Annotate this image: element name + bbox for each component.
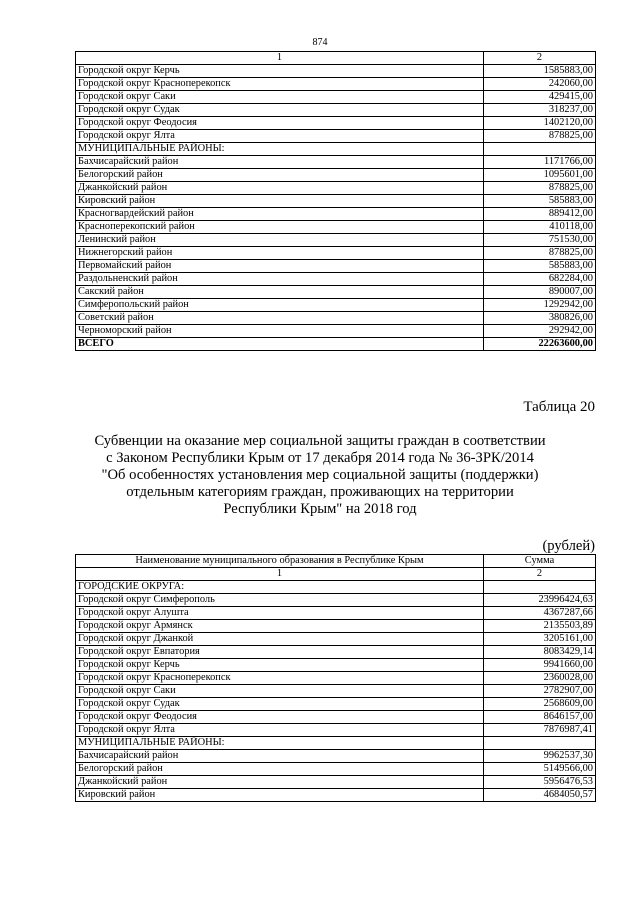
row-name: Городской округ Красноперекопск	[76, 78, 484, 91]
table-row	[76, 182, 596, 195]
row-name: Городской округ Керчь	[76, 65, 484, 78]
table-row	[76, 776, 596, 789]
row-name: Городской округ Ялта	[76, 724, 484, 737]
row-name: Городской округ Керчь	[76, 659, 484, 672]
table-label: Таблица 20	[523, 399, 595, 415]
row-name: Бахчисарайский район	[76, 156, 484, 169]
caption-line: Республики Крым" на 2018 год	[223, 501, 417, 517]
table-row	[76, 698, 596, 711]
total-row	[76, 338, 596, 351]
table-row	[76, 286, 596, 299]
row-value: 878825,00	[484, 130, 596, 143]
row-name: Нижнегорский район	[76, 247, 484, 260]
table-row	[76, 750, 596, 763]
table-row	[76, 104, 596, 117]
table-row	[76, 325, 596, 338]
column-number-1: 1	[76, 568, 484, 581]
row-name: Городской округ Армянск	[76, 620, 484, 633]
table-row	[76, 763, 596, 776]
row-value: 242060,00	[484, 78, 596, 91]
row-value	[484, 143, 596, 156]
row-value: 9962537,30	[484, 750, 596, 763]
row-name: Городской округ Симферополь	[76, 594, 484, 607]
row-name: Красногвардейский район	[76, 208, 484, 221]
row-name: Городской округ Судак	[76, 104, 484, 117]
row-name: Белогорский район	[76, 169, 484, 182]
table-row	[76, 260, 596, 273]
table-row	[76, 65, 596, 78]
row-name: Сакский район	[76, 286, 484, 299]
row-name: Черноморский район	[76, 325, 484, 338]
column-number-row	[76, 568, 596, 581]
subsidy-table-continued	[75, 51, 596, 351]
row-value: 7876987,41	[484, 724, 596, 737]
row-name: Городской округ Красноперекопск	[76, 672, 484, 685]
row-value: 5956476,53	[484, 776, 596, 789]
row-name: Джанкойский район	[76, 182, 484, 195]
row-value: 585883,00	[484, 195, 596, 208]
caption-line: с Законом Республики Крым от 17 декабря 2014 года № 36-ЗРК/2014	[106, 450, 534, 466]
table-row	[76, 685, 596, 698]
row-name: Симферопольский район	[76, 299, 484, 312]
row-value: 9941660,00	[484, 659, 596, 672]
row-value: 3205161,00	[484, 633, 596, 646]
row-name: Кировский район	[76, 789, 484, 802]
table-row	[76, 169, 596, 182]
table-row	[76, 130, 596, 143]
row-value: 585883,00	[484, 260, 596, 273]
column-number-1: 1	[76, 52, 484, 65]
row-name: Городской округ Саки	[76, 91, 484, 104]
row-value: 1402120,00	[484, 117, 596, 130]
table-row	[76, 273, 596, 286]
row-value: 429415,00	[484, 91, 596, 104]
row-name: Первомайский район	[76, 260, 484, 273]
row-value: 878825,00	[484, 182, 596, 195]
table-row	[76, 221, 596, 234]
row-value	[484, 581, 596, 594]
column-number-2: 2	[484, 52, 596, 65]
row-name: Городской округ Судак	[76, 698, 484, 711]
table-row	[76, 143, 596, 156]
table-row	[76, 78, 596, 91]
row-name: ГОРОДСКИЕ ОКРУГА:	[76, 581, 484, 594]
table-row	[76, 299, 596, 312]
header-name: Наименование муниципального образования в Республике Крым	[76, 555, 484, 568]
header-row	[76, 555, 596, 568]
table-row	[76, 594, 596, 607]
row-name: Кировский район	[76, 195, 484, 208]
row-value: 380826,00	[484, 312, 596, 325]
row-name: Городской округ Феодосия	[76, 711, 484, 724]
table-row	[76, 672, 596, 685]
row-value: 2360028,00	[484, 672, 596, 685]
row-name: Белогорский район	[76, 763, 484, 776]
row-name: Городской округ Джанкой	[76, 633, 484, 646]
table-row	[76, 234, 596, 247]
row-value: 4684050,57	[484, 789, 596, 802]
row-name: Городской округ Евпатория	[76, 646, 484, 659]
table-row	[76, 633, 596, 646]
row-name: Джанкойский район	[76, 776, 484, 789]
row-value: 23996424,63	[484, 594, 596, 607]
row-name: Красноперекопский район	[76, 221, 484, 234]
table-row	[76, 724, 596, 737]
total-value: 22263600,00	[484, 338, 596, 351]
table-row	[76, 711, 596, 724]
row-value: 2135503,89	[484, 620, 596, 633]
row-value: 410118,00	[484, 221, 596, 234]
table-row	[76, 312, 596, 325]
row-value: 890007,00	[484, 286, 596, 299]
table-row	[76, 789, 596, 802]
row-name: Ленинский район	[76, 234, 484, 247]
table-row	[76, 581, 596, 594]
column-number-row	[76, 52, 596, 65]
table-row	[76, 156, 596, 169]
row-value: 878825,00	[484, 247, 596, 260]
row-name: Городской округ Саки	[76, 685, 484, 698]
table-row	[76, 247, 596, 260]
row-value: 1095601,00	[484, 169, 596, 182]
row-value: 889412,00	[484, 208, 596, 221]
table-row	[76, 607, 596, 620]
row-value: 318237,00	[484, 104, 596, 117]
row-value: 2568609,00	[484, 698, 596, 711]
row-name: Раздольненский район	[76, 273, 484, 286]
column-number-2: 2	[484, 568, 596, 581]
row-name: Советский район	[76, 312, 484, 325]
row-name: Городской округ Ялта	[76, 130, 484, 143]
row-name: Бахчисарайский район	[76, 750, 484, 763]
caption-line: Субвенции на оказание мер социальной защиты граждан в соответствии	[94, 433, 546, 449]
row-value: 292942,00	[484, 325, 596, 338]
row-value	[484, 737, 596, 750]
row-name: Городской округ Алушта	[76, 607, 484, 620]
table-row	[76, 620, 596, 633]
row-name: МУНИЦИПАЛЬНЫЕ РАЙОНЫ:	[76, 143, 484, 156]
row-value: 5149566,00	[484, 763, 596, 776]
row-value: 682284,00	[484, 273, 596, 286]
row-value: 2782907,00	[484, 685, 596, 698]
total-label: ВСЕГО	[76, 338, 484, 351]
table-row	[76, 195, 596, 208]
row-value: 1171766,00	[484, 156, 596, 169]
table-row	[76, 117, 596, 130]
unit-label: (рублей)	[542, 538, 595, 554]
table-row	[76, 91, 596, 104]
table-caption	[70, 433, 570, 518]
row-value: 8083429,14	[484, 646, 596, 659]
row-value: 4367287,66	[484, 607, 596, 620]
row-value: 751530,00	[484, 234, 596, 247]
row-name: Городской округ Феодосия	[76, 117, 484, 130]
row-value: 1585883,00	[484, 65, 596, 78]
table-row	[76, 208, 596, 221]
page-number: 874	[312, 37, 328, 48]
caption-line: "Об особенностях установления мер социальной защиты (поддержки)	[101, 467, 539, 483]
row-name: МУНИЦИПАЛЬНЫЕ РАЙОНЫ:	[76, 737, 484, 750]
subsidy-table-20	[75, 554, 596, 802]
caption-line: отдельным категориям граждан, проживающих на территории	[126, 484, 514, 500]
row-value: 1292942,00	[484, 299, 596, 312]
table-row	[76, 659, 596, 672]
table-row	[76, 737, 596, 750]
row-value: 8646157,00	[484, 711, 596, 724]
table-row	[76, 646, 596, 659]
header-sum: Сумма	[484, 555, 596, 568]
